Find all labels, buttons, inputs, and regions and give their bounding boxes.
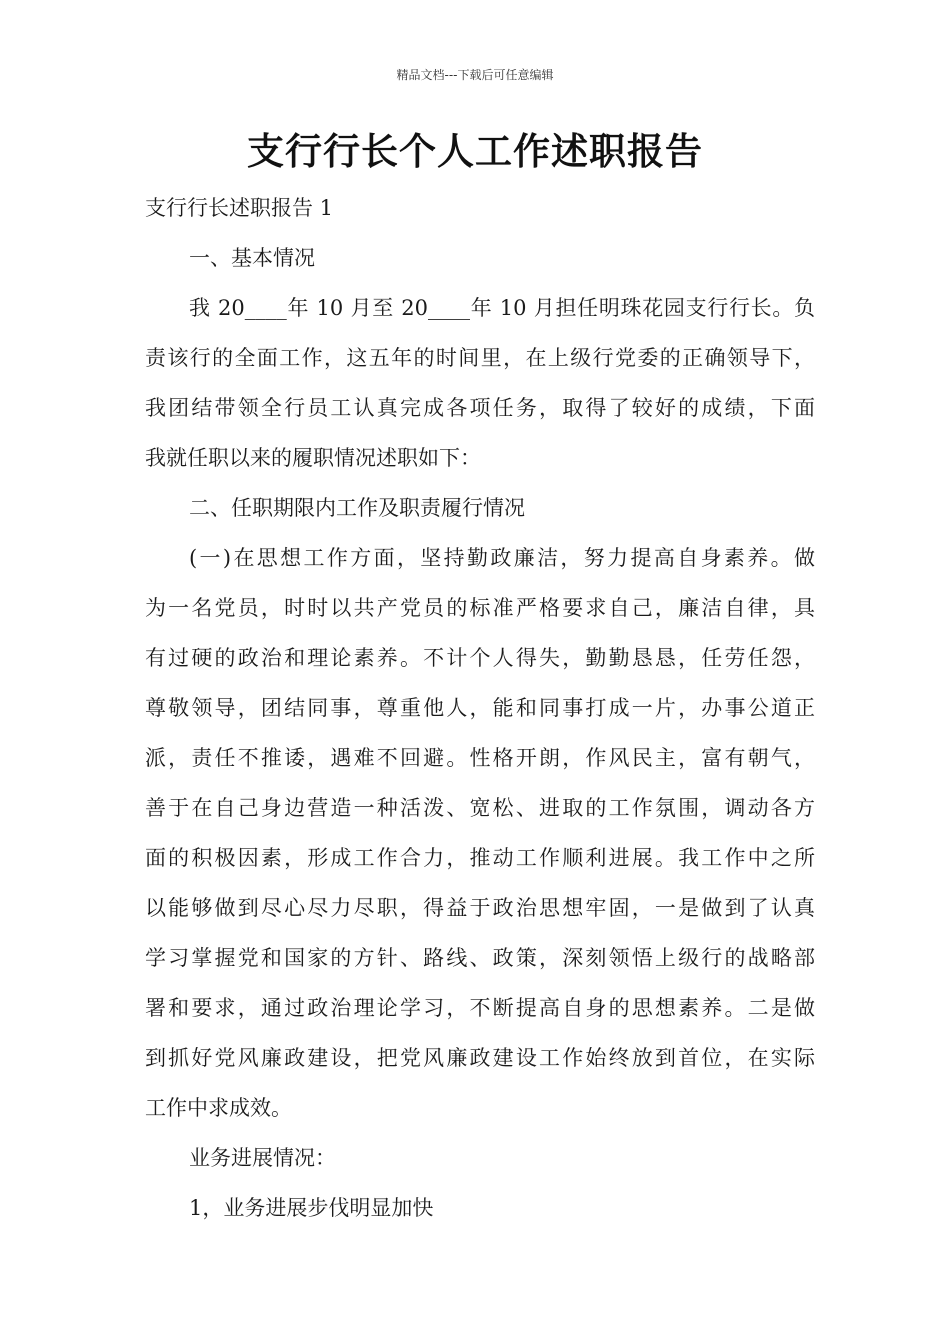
paragraph-line: 派，责任不推诿，遇难不回避。性格开朗，作风民主，富有朝气， (145, 746, 815, 770)
paragraph-line: 责该行的全面工作，这五年的时间里，在上级行党委的正确领导下， (145, 346, 815, 370)
document-title: 支行行长个人工作述职报告 (247, 130, 703, 173)
document-body (145, 183, 815, 1233)
paragraph-line: 尊敬领导，团结同事，尊重他人，能和同事打成一片，办事公道正 (145, 696, 815, 720)
running-header: 精品文档---下载后可任意编辑 (396, 68, 554, 82)
paragraph-line: 有过硬的政治和理论素养。不计个人得失，勤勤恳恳，任劳任怨， (145, 646, 815, 670)
paragraph-line: 署和要求，通过政治理论学习，不断提高自身的思想素养。二是做 (145, 996, 815, 1020)
paragraph-line: 面的积极因素，形成工作合力，推动工作顺利进展。我工作中之所 (145, 846, 815, 870)
paragraph-line: (一)在思想工作方面，坚持勤政廉洁，努力提高自身素养。做 (189, 546, 815, 570)
paragraph-line: 到抓好党风廉政建设，把党风廉政建设工作始终放到首位，在实际 (145, 1046, 815, 1070)
paragraph-line: 我 20____年 10 月至 20____年 10 月担任明珠花园支行行长。负 (189, 296, 815, 320)
section-heading: 一、基本情况 (189, 246, 315, 270)
paragraph-line: 工作中求成效。 (145, 1096, 292, 1120)
paragraph-line: 善于在自己身边营造一种活泼、宽松、进取的工作氛围，调动各方 (145, 796, 815, 820)
section-heading: 业务进展情况： (189, 1146, 336, 1170)
paragraph-line: 学习掌握党和国家的方针、路线、政策，深刻领悟上级行的战略部 (145, 946, 815, 970)
section-heading: 二、任职期限内工作及职责履行情况 (189, 496, 525, 520)
paragraph-line: 我就任职以来的履职情况述职如下： (145, 446, 481, 470)
subtitle-line: 支行行长述职报告 1 (145, 196, 334, 220)
paragraph-line: 我团结带领全行员工认真完成各项任务，取得了较好的成绩，下面 (145, 396, 815, 420)
list-item: 1，业务进展步伐明显加快 (189, 1196, 434, 1220)
paragraph-line: 为一名党员，时时以共产党员的标准严格要求自己，廉洁自律，具 (145, 596, 815, 620)
paragraph-line: 以能够做到尽心尽力尽职，得益于政治思想牢固，一是做到了认真 (145, 896, 815, 920)
